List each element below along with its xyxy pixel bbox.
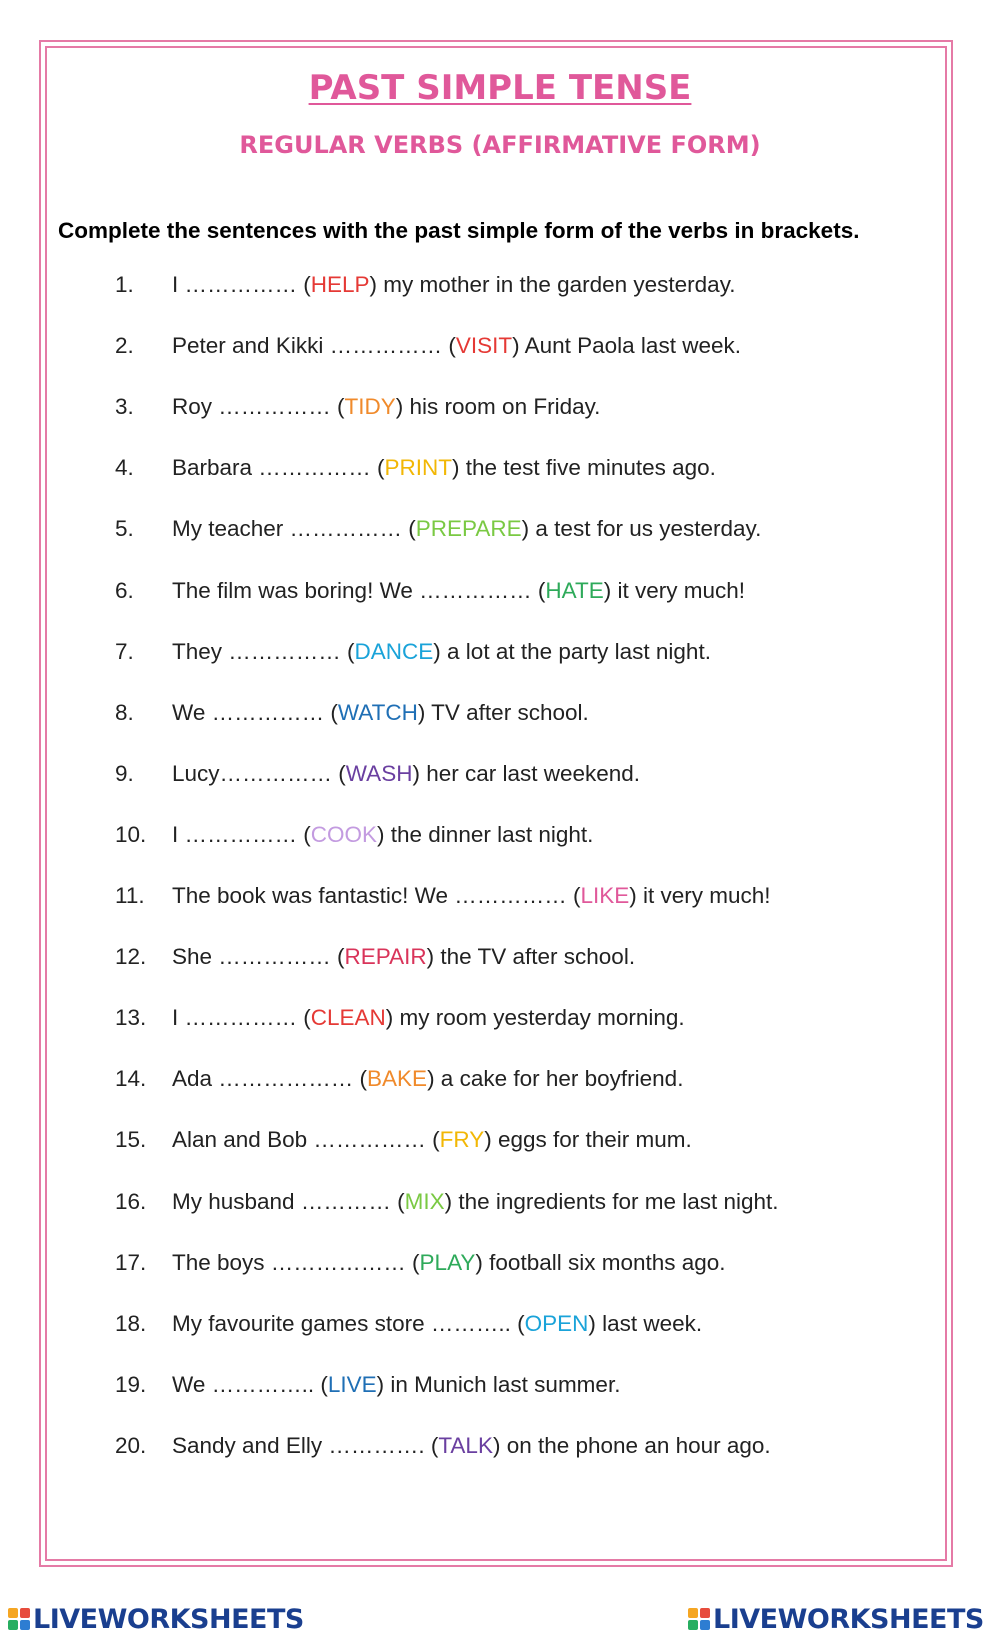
sentence-start: The boys ……………… (: [172, 1249, 420, 1275]
item-number: 17.: [115, 1249, 147, 1275]
item-number: 19.: [115, 1371, 147, 1397]
exercise-item: [0, 1250, 1000, 1282]
exercise-item: [0, 822, 1000, 854]
item-number: 9.: [115, 760, 134, 786]
sentence-start: My teacher …………… (: [172, 516, 416, 542]
sentence-start: I …………… (: [172, 821, 311, 847]
item-sentence: [172, 1433, 771, 1459]
item-sentence: [172, 944, 635, 970]
worksheet-title: PAST SIMPLE TENSE: [308, 68, 692, 108]
sentence-end: ) last week.: [588, 1310, 703, 1336]
item-sentence: [172, 455, 716, 481]
item-sentence: [172, 822, 593, 848]
item-sentence: [172, 272, 736, 298]
sentence-end: ) Aunt Paola last week.: [512, 333, 741, 359]
sentence-start: Alan and Bob …………… (: [172, 1127, 440, 1153]
item-number: 7.: [115, 638, 134, 664]
sentence-start: I …………… (: [172, 272, 311, 297]
sentence-end: ) a test for us yesterday.: [521, 516, 762, 542]
sentence-end: ) my mother in the garden yesterday.: [369, 272, 736, 297]
logo-blocks-icon: [688, 1608, 710, 1630]
sentence-end: ) a cake for her boyfriend.: [427, 1066, 684, 1092]
verb-in-brackets: FRY: [439, 1127, 485, 1153]
verb-in-brackets: WASH: [345, 760, 413, 786]
item-number: 11.: [115, 883, 145, 908]
item-number: 2.: [115, 333, 134, 359]
item-number: 18.: [115, 1310, 147, 1336]
verb-in-brackets: TIDY: [344, 394, 396, 420]
sentence-end: ) his room on Friday.: [395, 394, 601, 420]
sentence-start: Sandy and Elly …………. (: [172, 1432, 439, 1458]
item-sentence: [172, 1250, 726, 1276]
verb-in-brackets: CLEAN: [310, 1005, 386, 1031]
item-sentence: [172, 883, 771, 909]
sentence-start: We ………….. (: [172, 1371, 328, 1397]
item-number: 1.: [115, 272, 134, 297]
verb-in-brackets: VISIT: [455, 333, 513, 359]
sentence-end: ) the TV after school.: [426, 944, 636, 970]
sentence-start: My husband ………… (: [172, 1188, 405, 1214]
item-sentence: [172, 1189, 779, 1215]
exercise-item: [0, 1127, 1000, 1159]
exercise-item: [0, 883, 1000, 915]
exercise-item: [0, 272, 1000, 304]
sentence-start: The film was boring! We …………… (: [172, 577, 546, 603]
exercise-item: [0, 333, 1000, 365]
exercise-item: [0, 1066, 1000, 1098]
exercise-item: [0, 639, 1000, 671]
item-sentence: [172, 1372, 620, 1398]
item-sentence: [172, 333, 741, 359]
instruction-text: Complete the sentences with the past simple form of the verbs in brackets.: [58, 218, 860, 243]
item-number: 15.: [115, 1127, 147, 1153]
item-sentence: [172, 1311, 702, 1337]
sentence-start: They …………… (: [172, 638, 355, 664]
item-sentence: [172, 394, 600, 420]
exercise-item: [0, 394, 1000, 426]
exercise-item: [0, 516, 1000, 548]
exercise-item: [0, 578, 1000, 610]
sentence-start: We …………… (: [172, 699, 338, 725]
item-number: 5.: [115, 516, 134, 542]
sentence-start: Barbara …………… (: [172, 455, 385, 481]
item-number: 4.: [115, 455, 134, 481]
exercise-item: [0, 1189, 1000, 1221]
exercise-item: [0, 1372, 1000, 1404]
item-number: 14.: [115, 1066, 147, 1092]
item-number: 16.: [115, 1188, 147, 1214]
sentence-start: Peter and Kikki …………… (: [172, 333, 456, 359]
item-number: 8.: [115, 699, 134, 725]
verb-in-brackets: HATE: [545, 577, 604, 603]
sentence-end: ) football six months ago.: [475, 1249, 726, 1275]
sentence-end: ) my room yesterday morning.: [385, 1005, 685, 1031]
sentence-end: ) the ingredients for me last night.: [444, 1188, 779, 1214]
item-number: 3.: [115, 394, 134, 420]
sentence-end: ) eggs for their mum.: [484, 1127, 692, 1153]
sentence-start: Ada ……………… (: [172, 1066, 368, 1092]
logo-text: LIVEWORKSHEETS: [713, 1603, 984, 1635]
sentence-end: ) TV after school.: [417, 699, 589, 725]
item-sentence: [172, 1066, 683, 1092]
sentence-end: ) the test five minutes ago.: [452, 455, 716, 481]
sentence-end: ) her car last weekend.: [412, 760, 641, 786]
sentence-end: ) it very much!: [603, 577, 746, 603]
verb-in-brackets: BAKE: [367, 1066, 428, 1092]
sentence-start: Roy …………… (: [172, 394, 345, 420]
sentence-start: The book was fantastic! We …………… (: [172, 883, 581, 908]
verb-in-brackets: MIX: [404, 1188, 445, 1214]
sentence-start: She …………… (: [172, 944, 345, 970]
item-sentence: [172, 761, 640, 787]
exercise-item: [0, 944, 1000, 976]
item-sentence: [172, 578, 745, 604]
verb-in-brackets: TALK: [438, 1432, 493, 1458]
item-number: 13.: [115, 1005, 147, 1031]
verb-in-brackets: PLAY: [419, 1249, 476, 1275]
item-number: 20.: [115, 1432, 147, 1458]
verb-in-brackets: PREPARE: [415, 516, 522, 542]
sentence-end: ) in Munich last summer.: [376, 1371, 621, 1397]
sentence-end: ) on the phone an hour ago.: [492, 1432, 771, 1458]
logo-text: LIVEWORKSHEETS: [33, 1603, 304, 1635]
sentence-start: Lucy…………… (: [172, 760, 346, 786]
sentence-start: I …………… (: [172, 1005, 311, 1031]
exercise-item: [0, 1311, 1000, 1343]
verb-in-brackets: DANCE: [354, 638, 434, 664]
verb-in-brackets: WATCH: [337, 699, 418, 725]
verb-in-brackets: COOK: [310, 821, 378, 847]
verb-in-brackets: OPEN: [524, 1310, 589, 1336]
item-sentence: [172, 516, 761, 542]
logo-blocks-icon: [8, 1608, 30, 1630]
liveworksheets-logo-left: [8, 1602, 304, 1636]
sentence-end: ) it very much!: [629, 883, 771, 908]
worksheet-subtitle: REGULAR VERBS (AFFIRMATIVE FORM): [239, 131, 761, 159]
item-number: 12.: [115, 944, 147, 970]
verb-in-brackets: PRINT: [384, 455, 453, 481]
exercise-item: [0, 1005, 1000, 1037]
liveworksheets-logo-right: [688, 1602, 984, 1636]
item-number: 10.: [115, 821, 147, 847]
sentence-end: ) the dinner last night.: [377, 821, 594, 847]
verb-in-brackets: LIVE: [327, 1371, 377, 1397]
exercise-item: [0, 700, 1000, 732]
exercise-item: [0, 761, 1000, 793]
verb-in-brackets: LIKE: [580, 883, 630, 908]
item-sentence: [172, 700, 589, 726]
exercise-item: [0, 1433, 1000, 1465]
item-sentence: [172, 1005, 685, 1031]
sentence-start: My favourite games store ……….. (: [172, 1310, 525, 1336]
item-sentence: [172, 1127, 692, 1153]
exercise-item: [0, 455, 1000, 487]
item-sentence: [172, 639, 711, 665]
verb-in-brackets: REPAIR: [344, 944, 427, 970]
verb-in-brackets: HELP: [310, 272, 370, 297]
item-number: 6.: [115, 577, 134, 603]
sentence-end: ) a lot at the party last night.: [433, 638, 711, 664]
